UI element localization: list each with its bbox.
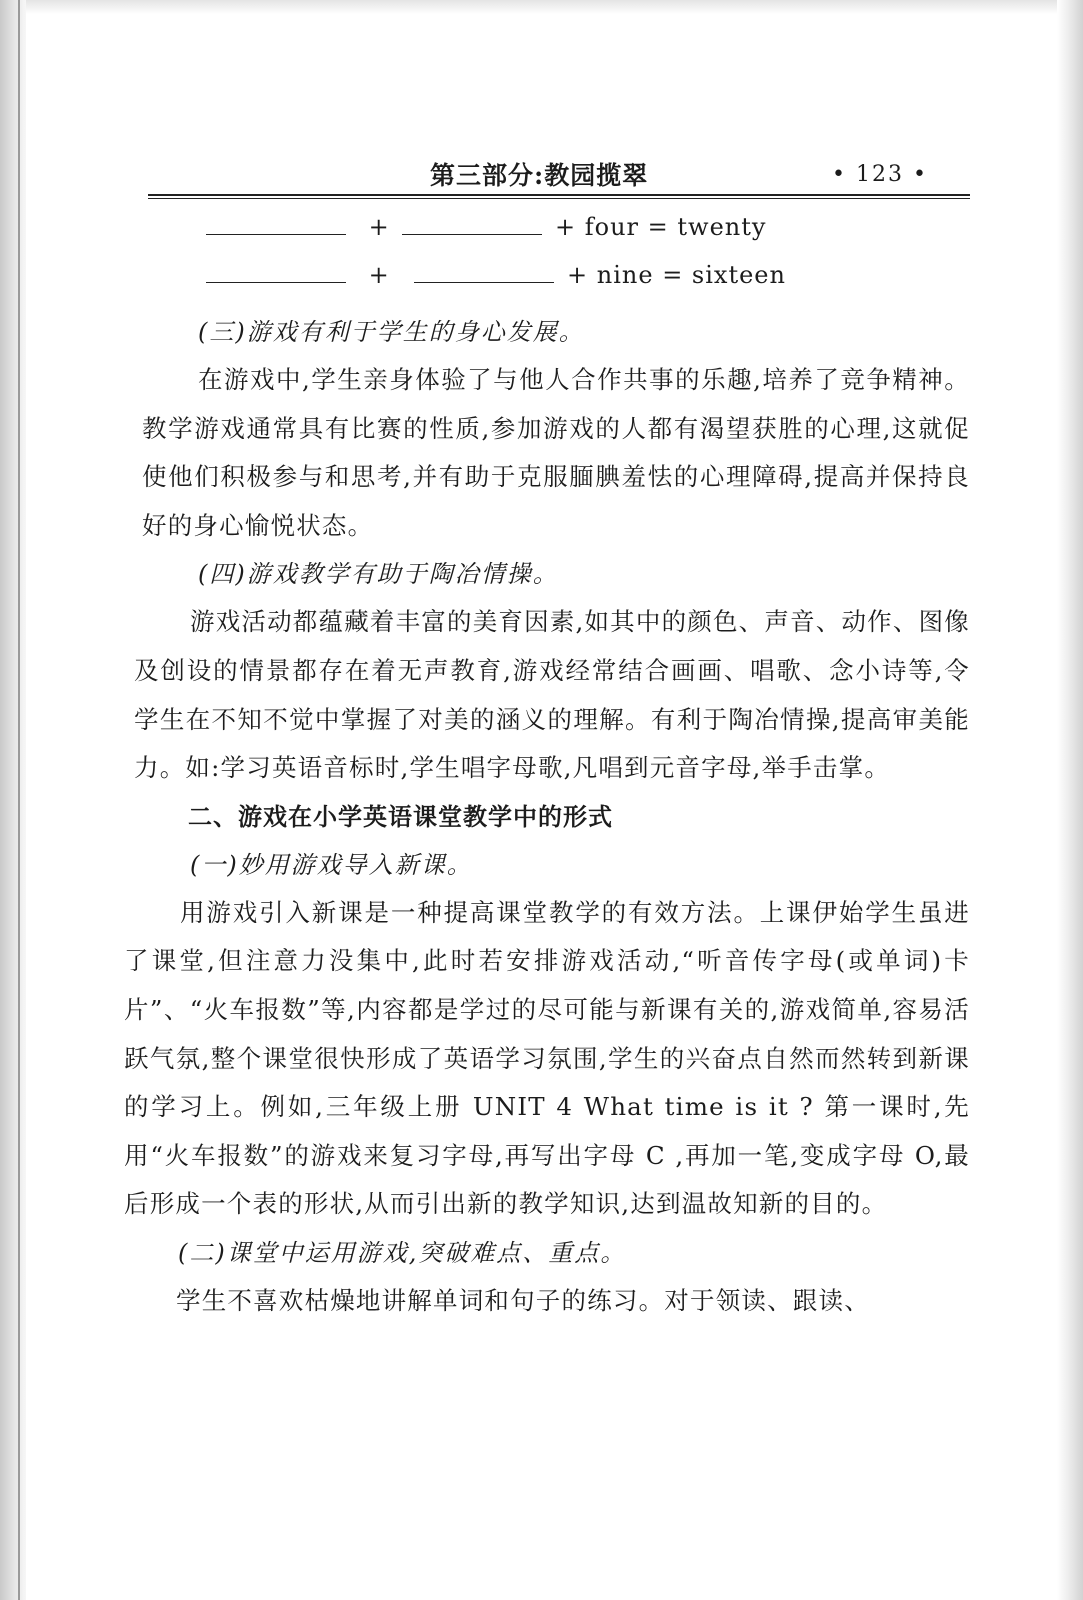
section-heading: 二、游戏在小学英语课堂教学中的形式 <box>188 802 613 831</box>
scan-edge-left <box>0 0 26 1600</box>
equation-line <box>120 260 970 308</box>
book-page <box>120 150 970 1315</box>
equation-line <box>120 212 970 260</box>
body-paragraph: 用游戏引入新课是一种提高课堂教学的有效方法。上课伊始学生虽进了课堂,但注意力没集中,此时若安排游戏活动,“听音传字母(或单词)卡片”、“火车报数”等,内容都是学过的尽可能与新课有关的,游戏简单,容易活跃气氛,整个课堂很快形成了英语学习氛围,学生的兴奋点自然而然转到新课的学习上。例如,三年级上册 UNIT 4 What time is it ? 第一课时,先用“火车报数”的游戏来复习字母,再写出字母 C ,再加一笔,变成字母 O,最后形成一个表的形状,从而引出新的教学知识,达到温故知新的目的。 <box>124 897 970 1219</box>
scan-edge-right <box>1057 0 1083 1600</box>
header-title: 第三部分:教园揽翠 <box>430 161 649 190</box>
page-number: • 123 • <box>832 162 928 187</box>
equation-plus: + <box>368 261 390 289</box>
running-header <box>120 150 970 194</box>
sub-heading: (一)妙用游戏导入新课。 <box>190 850 473 879</box>
page-content <box>120 212 970 1326</box>
scan-shadow-top <box>0 0 1083 14</box>
sub-heading: (三)游戏有利于学生的身心发展。 <box>198 318 585 346</box>
body-paragraph: 在游戏中,学生亲身体验了与他人合作共事的乐趣,培养了竞争精神。教学游戏通常具有比赛的性质,参加游戏的人都有渴望获胜的心理,这就促使他们积极参与和思考,并有助于克服腼腆羞怯的心理障碍,提高并保持良好的身心愉悦状态。 <box>142 365 970 540</box>
sub-heading: (四)游戏教学有助于陶冶情操。 <box>198 560 559 589</box>
answer-blank <box>206 212 346 235</box>
sub-heading: (二)课堂中运用游戏,突破难点、重点。 <box>178 1238 627 1267</box>
body-paragraph: 学生不喜欢枯燥地讲解单词和句子的练习。对于领读、跟读、 <box>176 1285 870 1315</box>
header-rule <box>148 194 970 199</box>
body-paragraph: 游戏活动都蕴藏着丰富的美育因素,如其中的颜色、声音、动作、图像及创设的情景都存在着无声教育,游戏经常结合画画、唱歌、念小诗等,令学生在不知不觉中掌握了对美的涵义的理解。有利于陶冶情操,提高审美能力。如:学习英语音标时,学生唱字母歌,凡唱到元音字母,举手击掌。 <box>134 607 970 783</box>
answer-blank <box>206 260 346 283</box>
equation-plus: + <box>368 213 390 241</box>
equation-rest: + four = twenty <box>555 213 767 241</box>
answer-blank <box>414 260 554 283</box>
answer-blank <box>402 212 542 235</box>
equation-rest: + nine = sixteen <box>567 261 786 289</box>
